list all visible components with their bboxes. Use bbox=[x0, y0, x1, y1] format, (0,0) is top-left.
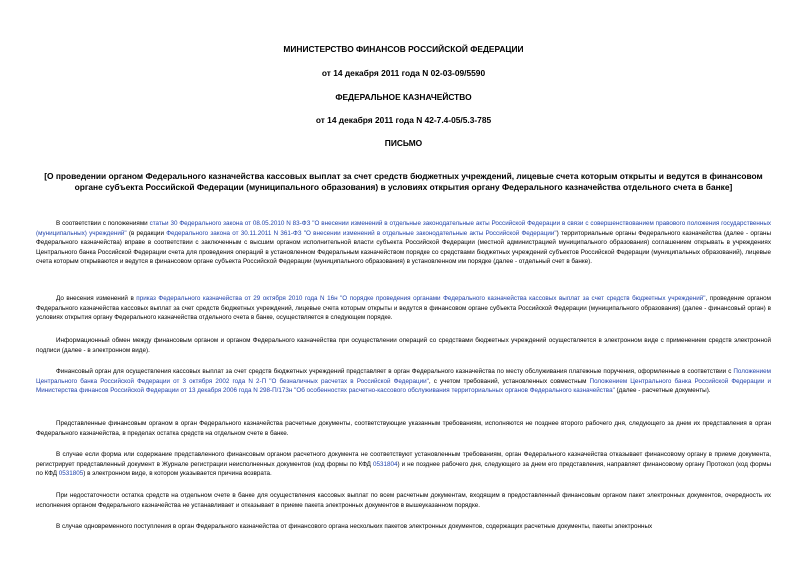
document-type: ПИСЬМО bbox=[384, 138, 423, 148]
document-subject: [О проведении органом Федерального казначейства кассовых выплат за счет средств бюджетных учреждений, лицевые счета которым открыты и ведутся в финансовом органе субъекта Российской Федерации (муниципального образования) в условиях открытия органу Федерального казначейства отдельного счета в банке] bbox=[44, 171, 763, 192]
paragraph-1-text-2: (в редакции bbox=[126, 229, 167, 237]
paragraph-4 bbox=[36, 367, 771, 396]
paragraph-3: Информационный обмен между финансовым органом и органом Федерального казначейства при осуществлении операций со средствами бюджетных учреждений осуществляется в электронном виде с применением средств электронной подписи (далее - в электронном виде). bbox=[36, 337, 771, 354]
regulation-298p-link[interactable]: Положением Центрального банка Российской Федерации и Министерства финансов Российской Федерации от 13 декабря 2006 года N 298-П/173н "Об особенностях расчетно-кассового обслуживания территориальных органов Федерального казначейства" bbox=[36, 377, 771, 395]
paragraph-8: В случае одновременного поступления в орган Федерального казначейства от финансового органа нескольких пакетов электронных документов, содержащих расчетные документы, пакеты электронных bbox=[56, 523, 653, 530]
paragraph-4-text-3: (далее - расчетные документы). bbox=[614, 387, 711, 395]
paragraph-1 bbox=[36, 219, 771, 267]
paragraph-6-text-1: В случае если форма или содержание представленного финансовым органом расчетного документа не соответствуют установленным требованиям, орган Федерального казначейства отказывает финансовому органу в приеме документа, регистрирует представленный документ в Журнале регистрации неисполненных документов (код формы по КФД bbox=[36, 451, 771, 468]
order-16n-link[interactable]: приказ Федерального казначейства от 29 октября 2010 года N 16н "О порядке проведения органами Федерального казначейства кассовых выплат за счет средств бюджетных учреждений" bbox=[136, 295, 706, 302]
paragraph-4-text-2: , с учетом требований, установленных совместным bbox=[428, 377, 590, 385]
paragraph-7: При недостаточности остатка средств на отдельном счете в банке для осуществления кассовых выплат по всем расчетным документам, входящим в предоставленный финансовым органом пакет электронных документов, очередность их исполнения органом Федерального казначейства не устанавливает и отказывает в приеме пакета электронных документов в вышеуказанном порядке. bbox=[36, 492, 771, 509]
paragraph-1-text-3: ) территориальные органы Федерального казначейства (далее - органы Федерального казначейства) вправе в соответствии с заключенным с высшим органом исполнительной власти субъекта Российской Федерации (местной администрацией муниципального образования) соглашением открывать в учреждениях Центрального банка Российской Федерации счета для проведения операций в установленном Федеральным казначейством порядке со средствами бюджетных учреждений субъектов Российской Федерации (муниципальных образований), лицевые счета которым открываются и ведутся в финансовом органе субъекта Российской Федерации (муниципального образования) в установленном им порядке (далее - отдельный счет в банке). bbox=[36, 229, 771, 266]
ministry-date: от 14 декабря 2011 года N 02-03-09/5590 bbox=[321, 68, 486, 78]
paragraph-5: Представленные финансовым органом в орган Федерального казначейства расчетные документы, соответствующие указанным требованиям, исполняются не позднее второго рабочего дня, следующего за днем их представления в орган Федерального казначейства, в пределах остатка средств на отдельном счете в банке. bbox=[36, 420, 771, 437]
law-83fz-link[interactable]: статьи 30 Федерального закона от 08.05.2010 N 83-ФЗ "О внесении изменений в отдельные законодательные акты Российской Федерации в связи с совершенствованием правового положения государственных (муниципальных) учреждений" bbox=[36, 220, 771, 237]
paragraph-6 bbox=[36, 450, 771, 479]
paragraph-2-text-2: , проведение органом Федерального казначейства кассовых выплат за счет средств бюджетных учреждений, лицевые счета которым открыты и ведутся в финансовом органе субъекта Российской Федерации (муниципального образования) (далее - финансовый орган) в условиях открытия органу Федерального казначейства отдельного счета в банке, осуществляется в следующем порядке. bbox=[36, 295, 771, 322]
paragraph-2 bbox=[36, 294, 771, 323]
treasury-date: от 14 декабря 2011 года N 42-7.4-05/5.3-785 bbox=[315, 115, 492, 125]
paragraph-6-text-2: ) и не позднее рабочего дня, следующего за днем его представления, направляет финансовому органу Протокол (код формы по КФД bbox=[36, 460, 771, 478]
form-0531804-link[interactable]: 0531804 bbox=[372, 460, 398, 468]
regulation-2p-link[interactable]: Положением Центрального банка Российской Федерации от 3 октября 2002 года N 2-П "О безналичных расчетах в Российской Федерации" bbox=[36, 368, 771, 385]
paragraph-1-text-1: В соответствии с положениями bbox=[56, 220, 150, 227]
treasury-title: ФЕДЕРАЛЬНОЕ КАЗНАЧЕЙСТВО bbox=[335, 92, 472, 102]
paragraph-4-text-1: Финансовый орган для осуществления кассовых выплат за счет средств бюджетных учреждений представляет в орган Федерального казначейства по месту обслуживания платежные поручения, оформленные в соответствии с bbox=[56, 368, 734, 375]
ministry-title: МИНИСТЕРСТВО ФИНАНСОВ РОССИЙСКОЙ ФЕДЕРАЦИИ bbox=[283, 44, 524, 54]
paragraph-2-text-1: До внесения изменений в bbox=[56, 295, 137, 302]
form-0531805-link[interactable]: 0531805 bbox=[58, 470, 84, 478]
paragraph-6-text-3: ) в электронном виде, в котором указывается причина возврата. bbox=[83, 470, 272, 478]
law-361fz-link[interactable]: Федерального закона от 30.11.2011 N 361-ФЗ "О внесении изменений в отдельные законодательные акты Российской Федерации" bbox=[166, 229, 557, 237]
